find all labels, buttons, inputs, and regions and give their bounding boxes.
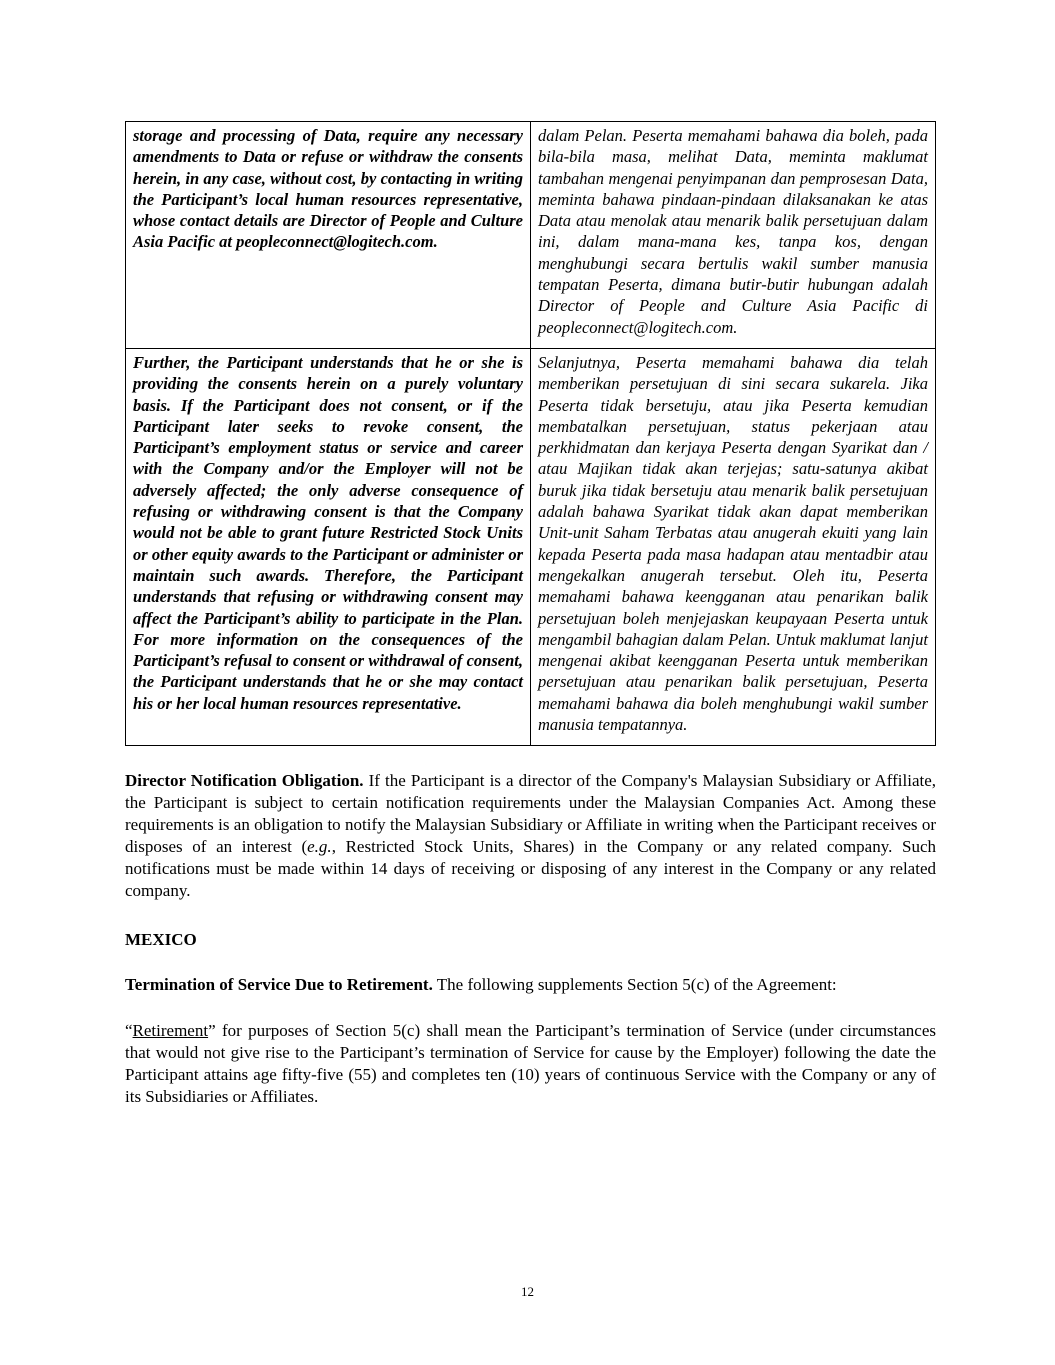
table-row xyxy=(126,348,936,745)
director-notification-paragraph xyxy=(125,770,936,902)
mexico-section-heading: MEXICO xyxy=(125,930,197,950)
retirement-definition-paragraph xyxy=(125,1020,936,1108)
table-cell-malay-consent: dalam Pelan. Peserta memahami bahawa dia boleh, pada bila-bila masa, melihat Data, meminta maklumat tambahan mengenai penyimpanan dan pemprosesan Data, meminta bahawa pindaan-pindaan dilaksanakan ke atas Data atau menolak atau menarik balik persetujuan dalam ini, dalam mana-mana kes, tanpa kos, dengan menghubungi secara bertulis wakil sumber manusia tempatan Peserta, dimana butir-butir hubungan adalah Director of People and Culture Asia Pacific di peopleconnect@logitech.com. xyxy=(531,122,936,349)
director-notification-text-continued: , Restricted Stock Units, Shares) in the Company or any related company. Such notifications must be made within 14 days of receiving or disposing of any interest in the Company or any related company. xyxy=(125,837,936,901)
page-content xyxy=(125,121,936,1108)
page-footer xyxy=(0,1284,1055,1300)
table-cell-english-consent: storage and processing of Data, require any necessary amendments to Data or refuse or withdraw the consents herein, in any case, without cost, by contacting in writing the Participant’s local human resources representative, whose contact details are Director of People and Culture Asia Pacific at peopleconnect@logitech.com. xyxy=(126,122,531,349)
retirement-term-underlined: Retirement xyxy=(132,1021,209,1041)
table-row xyxy=(126,122,936,349)
consent-translation-table xyxy=(125,121,936,746)
director-notification-heading: Director Notification Obligation. xyxy=(125,771,364,791)
table-cell-english-voluntary: Further, the Participant understands that he or she is providing the consents herein on a purely voluntary basis. If the Participant does not consent, or if the Participant later seeks to revoke consent, the Participant’s employment status or service and career with the Company and/or the Employer will not be adversely affected; the only adverse consequence of refusing or withdrawing consent is that the Company would not be able to grant future Restricted Stock Units or other equity awards to the Participant or administer or maintain such awards. Therefore, the Participant understands that refusing or withdrawing consent may affect the Participant’s ability to participate in the Plan. For more information on the consequences of the Participant’s refusal to consent or withdrawal of consent, the Participant understands that he or she may contact his or her local human resources representative. xyxy=(126,348,531,745)
retirement-termination-paragraph xyxy=(125,974,936,996)
table-cell-malay-voluntary: Selanjutnya, Peserta memahami bahawa dia telah memberikan persetujuan di sini secara sukarela. Jika Peserta tidak bersetuju, atau jika Peserta kemudian membatalkan persetujuan, status pekerjaan atau perkhidmatan dan kerjaya Peserta dengan Syarikat dan / atau Majikan tidak akan terjejas; satu-satunya akibat buruk jika tidak bersetuju atau menarik balik persetujuan adalah bahawa Syarikat tidak akan dapat memberikan Unit-unit Saham Terbatas atau anugerah ekuiti yang lain kepada Peserta pada masa hadapan atau mentadbir atau mengekalkan anugerah tersebut. Oleh itu, Peserta memahami bahawa keengganan atau penarikan balik persetujuan boleh menjejaskan keupayaan Peserta untuk mengambil bahagian dalam Pelan. Untuk maklumat lanjut mengenai akibat keengganan Peserta untuk memberikan persetujuan atau penarikan balik persetujuan, Peserta memahami bahawa dia boleh menghubungi wakil sumber manusia tempatannya. xyxy=(531,348,936,745)
eg-abbreviation: e.g. xyxy=(307,837,332,857)
retirement-termination-heading: Termination of Service Due to Retirement. xyxy=(125,975,433,995)
retirement-termination-text: The following supplements Section 5(c) of the Agreement: xyxy=(436,975,837,995)
retirement-definition-text: ” for purposes of Section 5(c) shall mean the Participant’s termination of Service (under circumstances that would not give rise to the Participant’s termination of Service for cause by the Employer) following the date the Participant attains age fifty-five (55) and completes ten (10) years of continuous Service with the Company or any of its Subsidiaries or Affiliates. xyxy=(125,1021,936,1107)
open-quote: “ xyxy=(125,1021,133,1041)
director-notification-text: If the Participant is a director of the Company's Malaysian Subsidiary or Affiliate, the Participant is subject to certain notification requirements under the Malaysian Companies Act. Among these requirements is an obligation to notify the Malaysian Subsidiary or Affiliate in writing when the Participant receives or disposes of an interest ( xyxy=(125,771,937,857)
page-number: 12 xyxy=(521,1284,534,1299)
